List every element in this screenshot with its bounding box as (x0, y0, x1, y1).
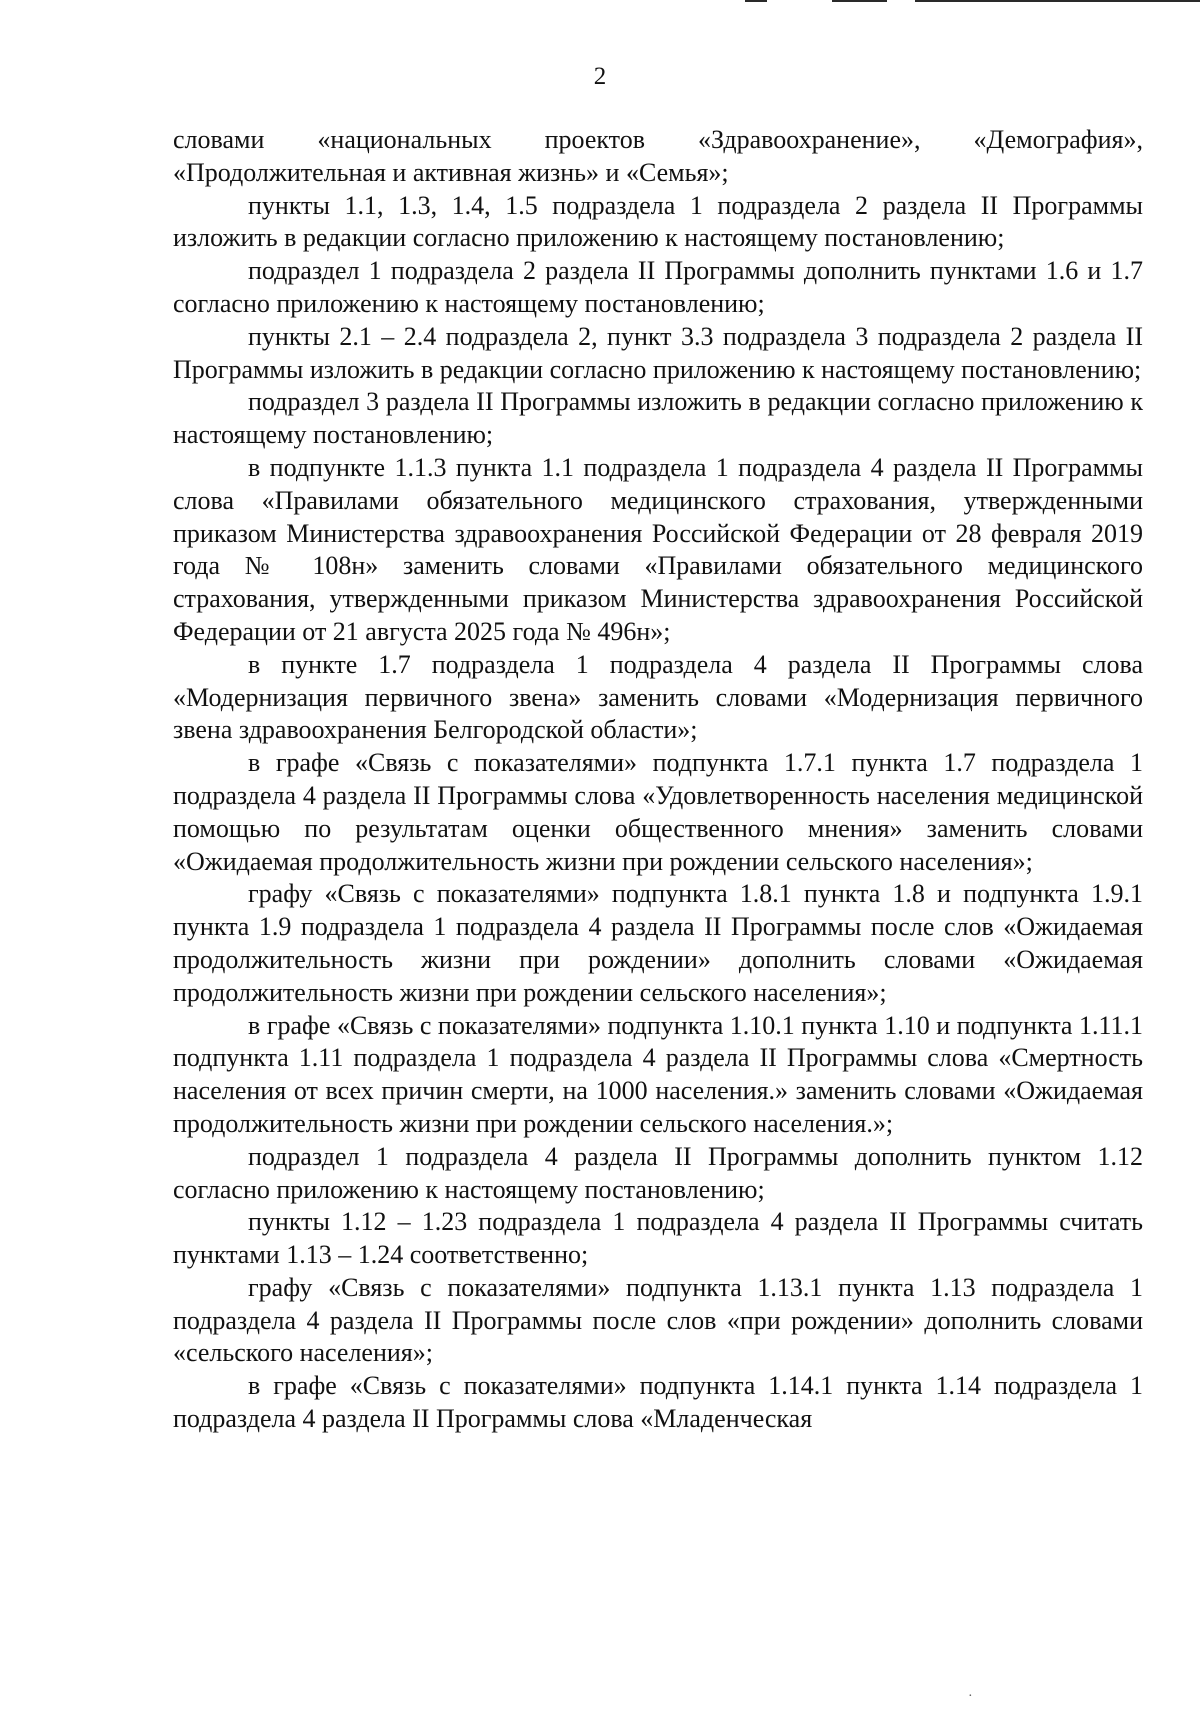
paragraph: пункты 1.1, 1.3, 1.4, 1.5 подраздела 1 подраздела 2 раздела II Программы изложить в редакции согласно приложению к настоящему постановлению; (173, 190, 1143, 253)
paragraph: в графе «Связь с показателями» подпункта 1.14.1 пункта 1.14 подраздела 1 подраздела 4 раздела II Программы слова «Младенческая (173, 1371, 1143, 1434)
scan-corner-mark: · (968, 1689, 973, 1704)
scan-edge-mark (832, 0, 887, 2)
scan-edge-mark (745, 0, 767, 2)
paragraph: подраздел 1 подраздела 4 раздела II Программы дополнить пунктом 1.12 согласно приложению к настоящему постановлению; (173, 1141, 1143, 1204)
paragraph: в графе «Связь с показателями» подпункта 1.10.1 пункта 1.10 и подпункта 1.11.1 подпункта 1.11 подраздела 1 подраздела 4 раздела II Программы слова «Смертность населения от всех причин смерти, на 1000 населения.» заменить словами «Ожидаемая продолжительность жизни при рождении сельского населения.»; (173, 1010, 1143, 1138)
paragraph: в графе «Связь с показателями» подпункта 1.7.1 пункта 1.7 подраздела 1 подраздела 4 раздела II Программы слова «Удовлетворенность населения медицинской помощью по результатам оценки общественного мнения» заменить словами «Ожидаемая продолжительность жизни при рождении сельского населения»; (173, 748, 1143, 876)
paragraph: графу «Связь с показателями» подпункта 1.13.1 пункта 1.13 подраздела 1 подраздела 4 раздела II Программы после слов «при рождении» дополнить словами «сельского населения»; (173, 1272, 1143, 1368)
paragraph: пункты 1.12 – 1.23 подраздела 1 подраздела 4 раздела II Программы считать пунктами 1.13 – 1.24 соответственно; (173, 1207, 1143, 1270)
paragraph: в пункте 1.7 подраздела 1 подраздела 4 раздела II Программы слова «Модернизация первичного звена» заменить словами «Модернизация первичного звена здравоохранения Белгородской области»; (173, 649, 1143, 745)
paragraph: пункты 2.1 – 2.4 подраздела 2, пункт 3.3 подраздела 3 подраздела 2 раздела II Программы изложить в редакции согласно приложению к настоящему постановлению; (173, 321, 1143, 384)
paragraph: словами «национальных проектов «Здравоохранение», «Демография», «Продолжительная и активная жизнь» и «Семья»; (173, 125, 1143, 187)
page-number: 2 (593, 63, 607, 90)
paragraph: в подпункте 1.1.3 пункта 1.1 подраздела 1 подраздела 4 раздела II Программы слова «Правилами обязательного медицинского страхования, утвержденными приказом Министерства здравоохранения Российской Федерации от 28 февраля 2019 года № 108н» заменить словами «Правилами обязательного медицинского страхования, утвержденными приказом Министерства здравоохранения Российской Федерации от 21 августа 2025 года № 496н»; (173, 452, 1143, 646)
paragraph: подраздел 1 подраздела 2 раздела II Программы дополнить пунктами 1.6 и 1.7 согласно приложению к настоящему постановлению; (173, 256, 1143, 318)
document-body (173, 124, 1143, 1436)
paragraph: графу «Связь с показателями» подпункта 1.8.1 пункта 1.8 и подпункта 1.9.1 пункта 1.9 подраздела 1 подраздела 4 раздела II Программы после слов «Ожидаемая продолжительность жизни при рождении» дополнить словами «Ожидаемая продолжительность жизни при рождении сельского населения»; (173, 879, 1143, 1007)
scan-edge-mark (915, 0, 1200, 2)
paragraph: подраздел 3 раздела II Программы изложить в редакции согласно приложению к настоящему постановлению; (173, 387, 1143, 450)
